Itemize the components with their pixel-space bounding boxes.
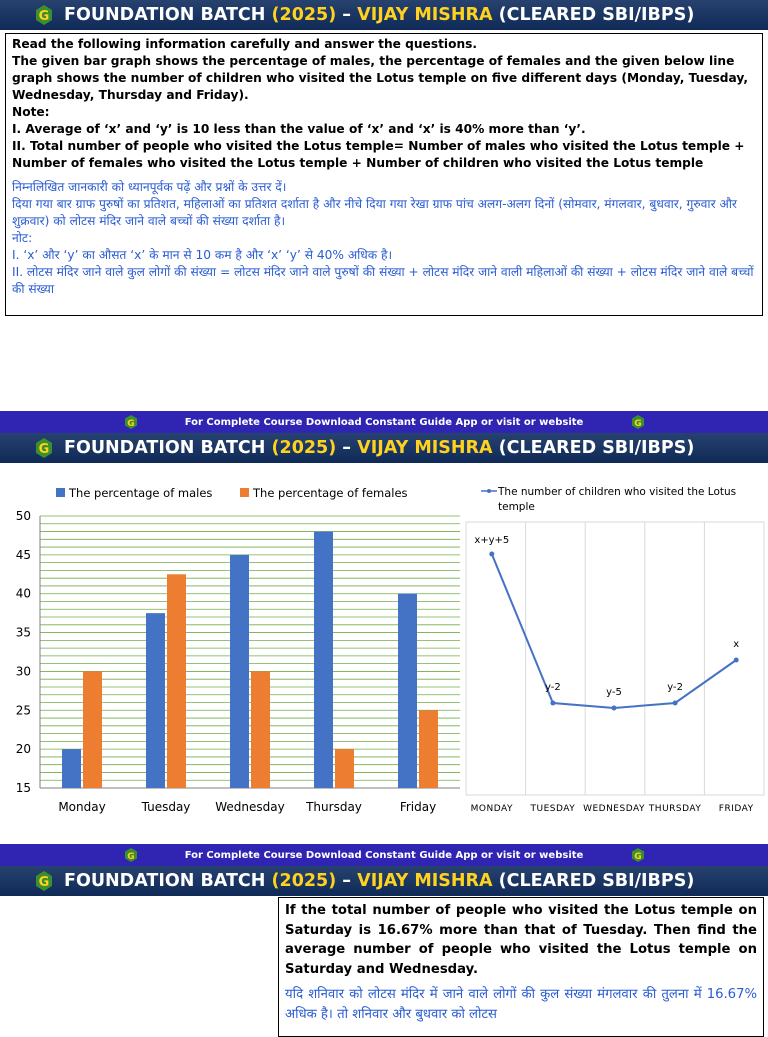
info-english bbox=[12, 36, 756, 172]
data-label: x+y+5 bbox=[474, 535, 510, 546]
question-box bbox=[278, 897, 764, 1037]
line-point bbox=[734, 658, 739, 663]
x-tick-label: Monday bbox=[58, 800, 106, 814]
svg-text:G: G bbox=[634, 419, 642, 429]
svg-text:G: G bbox=[38, 9, 50, 24]
legend-swatch bbox=[56, 488, 65, 497]
info-description-hindi: दिया गया बार ग्राफ पुरुषों का प्रतिशत, महिलाओं का प्रतिशत दर्शाता है और नीचे दिया गया रेखा ग्राफ पांच अलग-अलग दिनों (सोमवार, मंगलवार, बुधवार, गुरुवार और शुक्रवार) को लोटस मंदिर जाने वाले बच्चों की संख्या दर्शाता है। bbox=[12, 197, 737, 228]
bottom-banner bbox=[0, 866, 768, 896]
bar-males bbox=[314, 532, 333, 788]
question-english: If the total number of people who visited the Lotus temple on Saturday is 16.67% more than that of Tuesday. Then find the average number of people who visited the Lotus temple on Saturday and Wednesday. bbox=[285, 903, 757, 977]
constant-guide-logo-icon bbox=[34, 437, 54, 459]
bar-males bbox=[62, 749, 81, 788]
data-label: y-5 bbox=[606, 687, 622, 698]
x-tick-label: Tuesday bbox=[141, 800, 191, 814]
info-intro: Read the following information carefully and answer the questions. bbox=[12, 37, 478, 51]
bar-males bbox=[230, 555, 249, 788]
footer-text: For Complete Course Download Constant Guide App or visit or website bbox=[184, 849, 584, 861]
legend-label: The percentage of males bbox=[69, 486, 213, 500]
y-tick-label: 35 bbox=[15, 625, 31, 640]
line-x-tick-label: WEDNESDAY bbox=[583, 804, 645, 814]
banner-title: FOUNDATION BATCH (2025) – VIJAY MISHRA (CLEARED SBI/IBPS) bbox=[64, 438, 695, 458]
svg-text:G: G bbox=[38, 442, 50, 457]
line-point bbox=[612, 706, 617, 711]
line-point bbox=[489, 552, 494, 557]
legend-line-marker bbox=[487, 489, 491, 493]
footer-bar bbox=[0, 411, 768, 433]
svg-text:G: G bbox=[127, 852, 135, 862]
note-two-hindi: II. लोटस मंदिर जाने वाले कुल लोगों की संख्या = लोटस मंदिर जाने वाले पुरुषों की संख्या + लोटस मंदिर जाने वाली महिलाओं की संख्या + लोटस मंदिर जाने वाले बच्चों की संख्या bbox=[12, 265, 754, 296]
info-description: The given bar graph shows the percentage of males, the percentage of females and the given below line graph shows the number of children who visited the Lotus temple on five different days (Monday, Tuesday, Wednesday, Thursday and Friday). bbox=[12, 54, 748, 102]
legend-label: The percentage of females bbox=[253, 486, 408, 500]
constant-guide-logo-icon bbox=[631, 414, 645, 430]
y-tick-label: 30 bbox=[15, 664, 31, 679]
line-x-tick-label: THURSDAY bbox=[648, 804, 702, 814]
y-tick-label: 45 bbox=[15, 547, 31, 562]
data-label: y-2 bbox=[667, 682, 683, 693]
note-one: I. Average of ‘x’ and ‘y’ is 10 less than the value of ‘x’ and ‘x’ is 40% more than ‘y’. bbox=[12, 122, 586, 136]
constant-guide-logo-icon bbox=[124, 847, 138, 863]
line-x-tick-label: TUESDAY bbox=[530, 804, 576, 814]
note-one-hindi: I. ‘x’ और ‘y’ का औसत ‘x’ के मान से 10 कम है और ‘x’ ‘y’ से 40% अधिक है। bbox=[12, 248, 393, 262]
top-banner bbox=[0, 0, 768, 30]
data-label: x bbox=[733, 639, 740, 650]
info-box bbox=[5, 33, 763, 316]
question-hindi: यदि शनिवार को लोटस मंदिर में जाने वाले लोगों की कुल संख्या मंगलवार की तुलना में 16.67% अधिक है। तो शनिवार और बुधवार को लोटस bbox=[285, 987, 757, 1022]
children-line bbox=[492, 554, 736, 708]
footer-text: For Complete Course Download Constant Guide App or visit or website bbox=[184, 416, 584, 428]
bar-females bbox=[419, 710, 438, 788]
bar-females bbox=[335, 749, 354, 788]
data-label: y-2 bbox=[545, 682, 561, 693]
x-tick-label: Friday bbox=[399, 800, 437, 814]
constant-guide-logo-icon bbox=[34, 870, 54, 892]
svg-text:G: G bbox=[38, 875, 50, 890]
note-two: II. Total number of people who visited the Lotus temple= Number of males who visited the Lotus temple + Number of females who visited the Lotus temple + Number of children who visited the Lotus temple bbox=[12, 139, 745, 170]
y-tick-label: 15 bbox=[15, 781, 31, 795]
svg-text:G: G bbox=[634, 852, 642, 862]
bar-females bbox=[83, 671, 102, 788]
line-point bbox=[673, 701, 678, 706]
line-legend-label: The number of children who visited the Lotus temple bbox=[498, 486, 737, 513]
constant-guide-logo-icon bbox=[34, 4, 54, 26]
bar-males bbox=[398, 594, 417, 788]
legend-swatch bbox=[240, 488, 249, 497]
y-tick-label: 25 bbox=[15, 703, 31, 718]
x-tick-label: Wednesday bbox=[215, 800, 285, 814]
line-plot-frame bbox=[466, 522, 764, 795]
constant-guide-logo-icon bbox=[631, 847, 645, 863]
y-tick-label: 40 bbox=[15, 586, 31, 601]
bar-females bbox=[251, 671, 270, 788]
banner-title: FOUNDATION BATCH (2025) – VIJAY MISHRA (CLEARED SBI/IBPS) bbox=[64, 5, 695, 25]
note-label: Note: bbox=[12, 105, 50, 119]
svg-text:G: G bbox=[127, 419, 135, 429]
middle-banner bbox=[0, 433, 768, 463]
banner-title: FOUNDATION BATCH (2025) – VIJAY MISHRA (CLEARED SBI/IBPS) bbox=[64, 871, 695, 891]
bar-females bbox=[167, 574, 186, 788]
info-intro-hindi: निम्नलिखित जानकारी को ध्यानपूर्वक पढ़ें और प्रश्नों के उत्तर दें। bbox=[12, 180, 287, 194]
footer-bar bbox=[0, 844, 768, 866]
line-x-tick-label: MONDAY bbox=[470, 804, 513, 814]
y-tick-label: 20 bbox=[15, 742, 31, 757]
charts-area bbox=[0, 463, 768, 845]
bar-males bbox=[146, 613, 165, 788]
line-x-tick-label: FRIDAY bbox=[718, 804, 754, 814]
line-point bbox=[550, 701, 555, 706]
info-hindi bbox=[12, 179, 756, 298]
note-label-hindi: नोट: bbox=[12, 231, 33, 245]
constant-guide-logo-icon bbox=[124, 414, 138, 430]
y-tick-label: 50 bbox=[15, 509, 31, 523]
x-tick-label: Thursday bbox=[306, 800, 362, 814]
